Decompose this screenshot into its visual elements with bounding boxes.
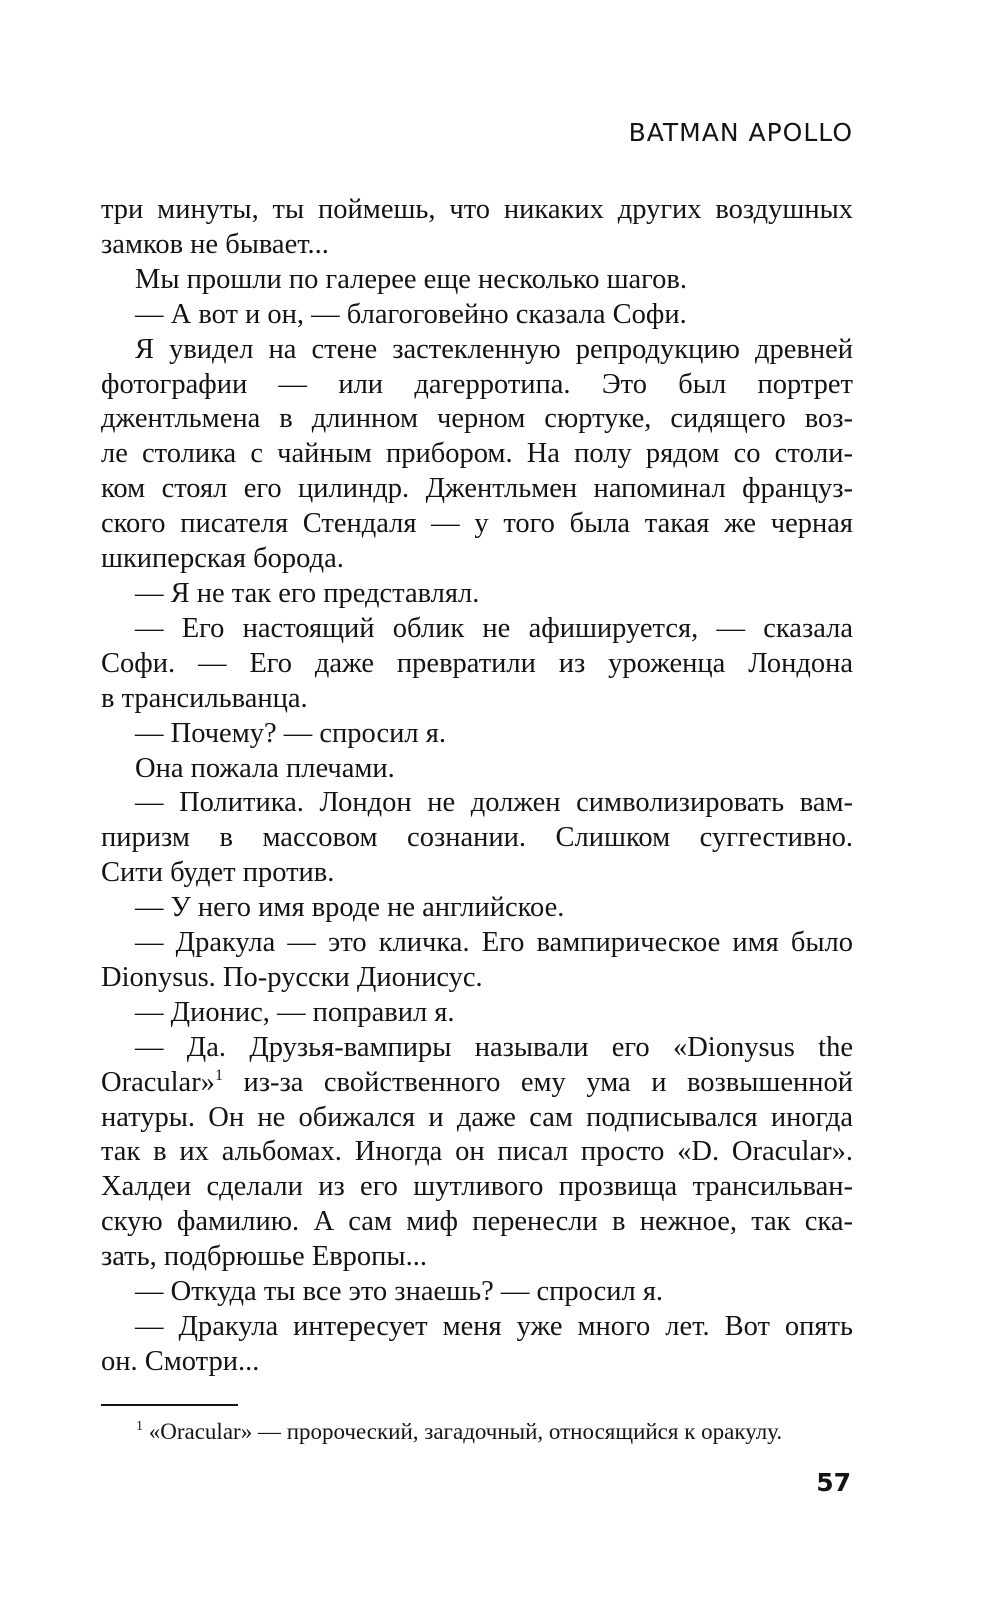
text-line: Она пожала плечами. <box>135 752 395 784</box>
text-line: так в их альбомах. Иногда он писал просто «D. Oracular». <box>101 1136 853 1168</box>
text-line: скую фамилию. А сам миф перенесли в нежное, так ска- <box>101 1206 853 1238</box>
text-line: натуры. Он не обижался и даже сам подписывался иногда <box>101 1101 853 1133</box>
text-line: в трансильванца. <box>101 682 308 714</box>
text-line: — Его настоящий облик не афишируется, — сказала <box>135 612 853 644</box>
text-line: Я увидел на стене застекленную репродукцию древней <box>135 333 853 365</box>
text-line: — У него имя вроде не английское. <box>135 892 565 924</box>
text-line-with-footnote <box>101 1066 853 1101</box>
text-line: Сити будет против. <box>101 857 335 889</box>
footnote-marker: 1 <box>136 1419 143 1434</box>
body-text <box>101 193 853 1380</box>
text-line: Софи. — Его даже превратили из уроженца Лондона <box>101 647 853 679</box>
text-line: — Дракула — это кличка. Его вампирическое имя было <box>135 927 853 959</box>
page-number: 57 <box>816 1468 851 1497</box>
text-line: шкиперская борода. <box>101 543 344 575</box>
text-line: Мы прошли по галерее еще несколько шагов. <box>135 263 687 295</box>
text-line: ком стоял его цилиндр. Джентльмен напоминал француз- <box>101 473 853 505</box>
text-line: Dionysus. По-русски Дионисус. <box>101 961 483 993</box>
text-line: — Я не так его представлял. <box>135 577 480 609</box>
text-line: — Да. Друзья-вампиры называли его «Dionysus the <box>135 1031 853 1063</box>
text-line: — Почему? — спросил я. <box>135 717 446 749</box>
text-line: — Дракула интересует меня уже много лет. Вот опять <box>135 1311 853 1342</box>
footnote <box>136 1418 856 1446</box>
text-line: замков не бывает... <box>101 228 329 260</box>
running-title: BATMAN APOLLO <box>628 118 853 147</box>
text-line: — Дионис, — поправил я. <box>135 996 455 1028</box>
text-line: — Политика. Лондон не должен символизировать вам- <box>135 787 853 819</box>
text-line: джентльмена в длинном черном сюртуке, сидящего воз- <box>101 403 853 435</box>
footnote-divider <box>101 1404 238 1406</box>
line-continuation: из-за свойственного ему ума и возвышенной <box>222 1066 853 1098</box>
text-line: — Откуда ты все это знаешь? — спросил я. <box>135 1276 664 1308</box>
text-line: ле столика с чайным прибором. На полу рядом со стoли- <box>101 438 853 470</box>
text-line: Халдеи сделали из его шутливого прозвища трансильван- <box>101 1171 853 1203</box>
text-line: пиризм в массовом сознании. Слишком суггестивно. <box>101 822 853 854</box>
text-line: зать, подбрюшье Европы... <box>101 1241 427 1273</box>
text-line: три минуты, ты поймешь, что никаких других воздушных <box>101 194 853 225</box>
text-line: ского писателя Стендаля — у того была такая же черная <box>101 508 853 540</box>
footnote-ref: 1 <box>214 1066 223 1084</box>
text-line: он. Смотри... <box>101 1345 260 1377</box>
footnoted-word: Oracular» <box>101 1066 215 1098</box>
text-line: — А вот и он, — благоговейно сказала Софи. <box>135 298 687 330</box>
footnote-text: «Oracular» — пророческий, загадочный, относящийся к оракулу. <box>148 1419 783 1444</box>
text-line: фотографии — или дагерротипа. Это был портрет <box>101 368 853 400</box>
